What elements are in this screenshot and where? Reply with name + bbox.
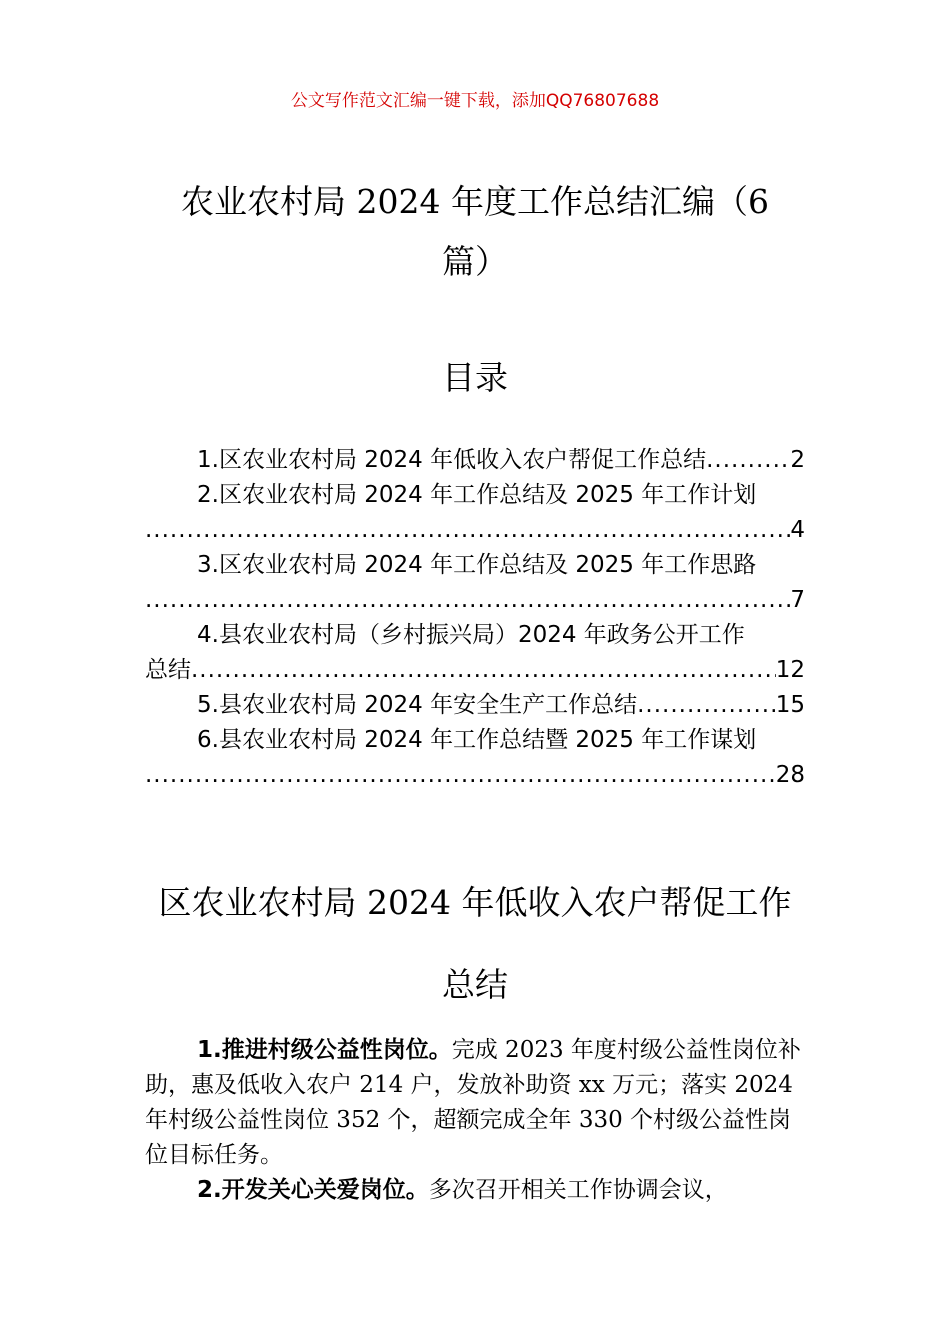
toc-entry-2[interactable] <box>145 478 805 548</box>
toc-leader-dots <box>637 688 776 723</box>
toc-entry-5[interactable] <box>145 688 805 723</box>
document-title-line2: 篇） <box>442 242 508 281</box>
toc-entry-page: 28 <box>775 762 805 788</box>
toc-entry-title: 2.区农业农村局 2024 年工作总结及 2025 年工作计划 <box>197 482 757 508</box>
body-paragraph-1 <box>145 1033 805 1173</box>
toc-entry-page: 12 <box>775 657 805 683</box>
toc-entry-page: 15 <box>775 692 805 718</box>
toc-entry-page: 4 <box>790 517 805 543</box>
body-paragraph-2 <box>145 1173 805 1208</box>
paragraph-lead: 1.推进村级公益性岗位。 <box>197 1037 452 1063</box>
section-title-line1: 区农业农村局 2024 年低收入农户帮促工作 <box>158 883 792 922</box>
toc-leader-dots <box>145 583 790 618</box>
paragraph-text: 完成 2023 年度村级公益性岗位补助，惠及低收入农户 214 户，发放补助资 xx 万元；落实 2024 年村级公益性岗位 352 个，超额完成全年 330 个村级公益性岗位目标任务。 <box>145 1037 801 1168</box>
section-title-line2: 总结 <box>442 965 508 1004</box>
toc-entry-title-cont: 总结 <box>145 657 191 683</box>
document-title-line1: 农业农村局 2024 年度工作总结汇编（6 <box>181 182 769 221</box>
toc-entry-title: 5.县农业农村局 2024 年安全生产工作总结 <box>197 692 638 718</box>
section-body <box>145 1033 805 1208</box>
promo-banner: 公文写作范文汇编一键下载，添加QQ76807688 <box>290 91 660 111</box>
toc-entry-page: 7 <box>790 587 805 613</box>
toc-entry-title: 6.县农业农村局 2024 年工作总结暨 2025 年工作谋划 <box>197 727 757 753</box>
toc-entry-6[interactable] <box>145 723 805 793</box>
document-title <box>145 172 805 292</box>
paragraph-text: 多次召开相关工作协调会议， <box>428 1177 728 1203</box>
toc-entry-page: 2 <box>790 447 805 473</box>
toc-leader-dots <box>145 758 776 793</box>
section-title <box>145 862 805 1026</box>
toc-entry-1[interactable] <box>145 443 805 478</box>
table-of-contents <box>145 443 805 793</box>
toc-entry-title: 1.区农业农村局 2024 年低收入农户帮促工作总结 <box>197 447 707 473</box>
paragraph-lead: 2.开发关心关爱岗位。 <box>197 1177 429 1203</box>
toc-leader-dots <box>706 443 790 478</box>
toc-entry-title: 3.区农业农村局 2024 年工作总结及 2025 年工作思路 <box>197 552 757 578</box>
toc-entry-4[interactable] <box>145 618 805 688</box>
toc-heading: 目录 <box>442 358 508 397</box>
toc-leader-dots <box>191 653 776 688</box>
toc-leader-dots <box>145 513 790 548</box>
toc-entry-title: 4.县农业农村局（乡村振兴局）2024 年政务公开工作 <box>197 622 745 648</box>
toc-entry-3[interactable] <box>145 548 805 618</box>
